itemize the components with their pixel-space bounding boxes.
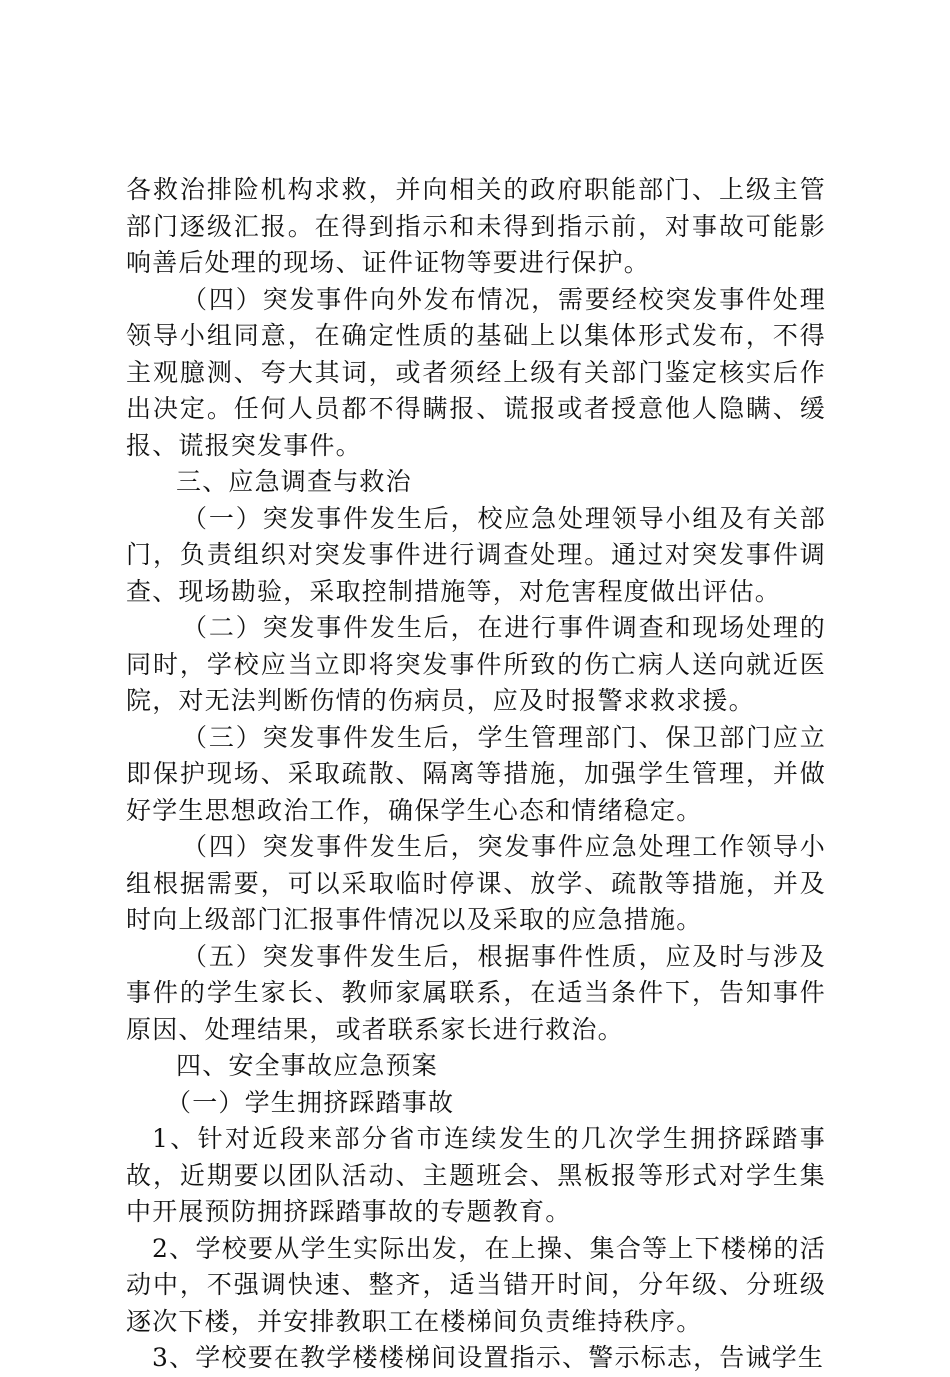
document-body	[126, 172, 826, 1377]
list-item-2: 2、学校要从学生实际出发，在上操、集合等上下楼梯的活动中，不强调快速、整齐，适当错开时间，分年级、分班级逐次下楼，并安排教职工在楼梯间负责维持秩序。	[126, 1233, 826, 1336]
paragraph-continuation: 各救治排险机构求救，并向相关的政府职能部门、上级主管部门逐级汇报。在得到指示和未得到指示前，对事故可能影响善后处理的现场、证件证物等要进行保护。	[126, 175, 826, 277]
paragraph-investigation-2: （二）突发事件发生后，在进行事件调查和现场处理的同时，学校应当立即将突发事件所致的伤亡病人送向就近医院，对无法判断伤情的伤病员，应及时报警求救求援。	[126, 613, 826, 715]
paragraph-investigation-5: （五）突发事件发生后，根据事件性质，应及时与涉及事件的学生家长、教师家属联系，在适当条件下，告知事件原因、处理结果，或者联系家长进行救治。	[126, 941, 826, 1044]
section-heading-emergency-plan: 四、安全事故应急预案	[176, 1051, 439, 1080]
paragraph-investigation-4: （四）突发事件发生后，突发事件应急处理工作领导小组根据需要，可以采取临时停课、放学、疏散等措施，并及时向上级部门汇报事件情况以及采取的应急措施。	[126, 832, 826, 934]
section-heading-investigation: 三、应急调查与救治	[176, 467, 412, 496]
paragraph-investigation-3: （三）突发事件发生后，学生管理部门、保卫部门应立即保护现场、采取疏散、隔离等措施，加强学生管理，并做好学生思想政治工作，确保学生心态和情绪稳定。	[126, 722, 826, 825]
paragraph-release-info: （四）突发事件向外发布情况，需要经校突发事件处理领导小组同意，在确定性质的基础上以集体形式发布，不得主观臆测、夸大其词，或者须经上级有关部门鉴定核实后作出决定。任何人员都不得瞒报、谎报或者授意他人隐瞒、缓报、谎报突发事件。	[126, 284, 826, 460]
paragraph-investigation-1: （一）突发事件发生后，校应急处理领导小组及有关部门，负责组织对突发事件进行调查处理。通过对突发事件调查、现场勘验，采取控制措施等，对危害程度做出评估。	[126, 503, 826, 606]
list-item-3: 3、学校要在教学楼楼梯间设置指示、警示标志，告诫学生	[152, 1343, 825, 1372]
subsection-heading-stampede: （一）学生拥挤踩踏事故	[166, 1087, 455, 1117]
list-item-1: 1、针对近段来部分省市连续发生的几次学生拥挤踩踏事故，近期要以团队活动、主题班会、黑板报等形式对学生集中开展预防拥挤踩踏事故的专题教育。	[126, 1124, 826, 1226]
